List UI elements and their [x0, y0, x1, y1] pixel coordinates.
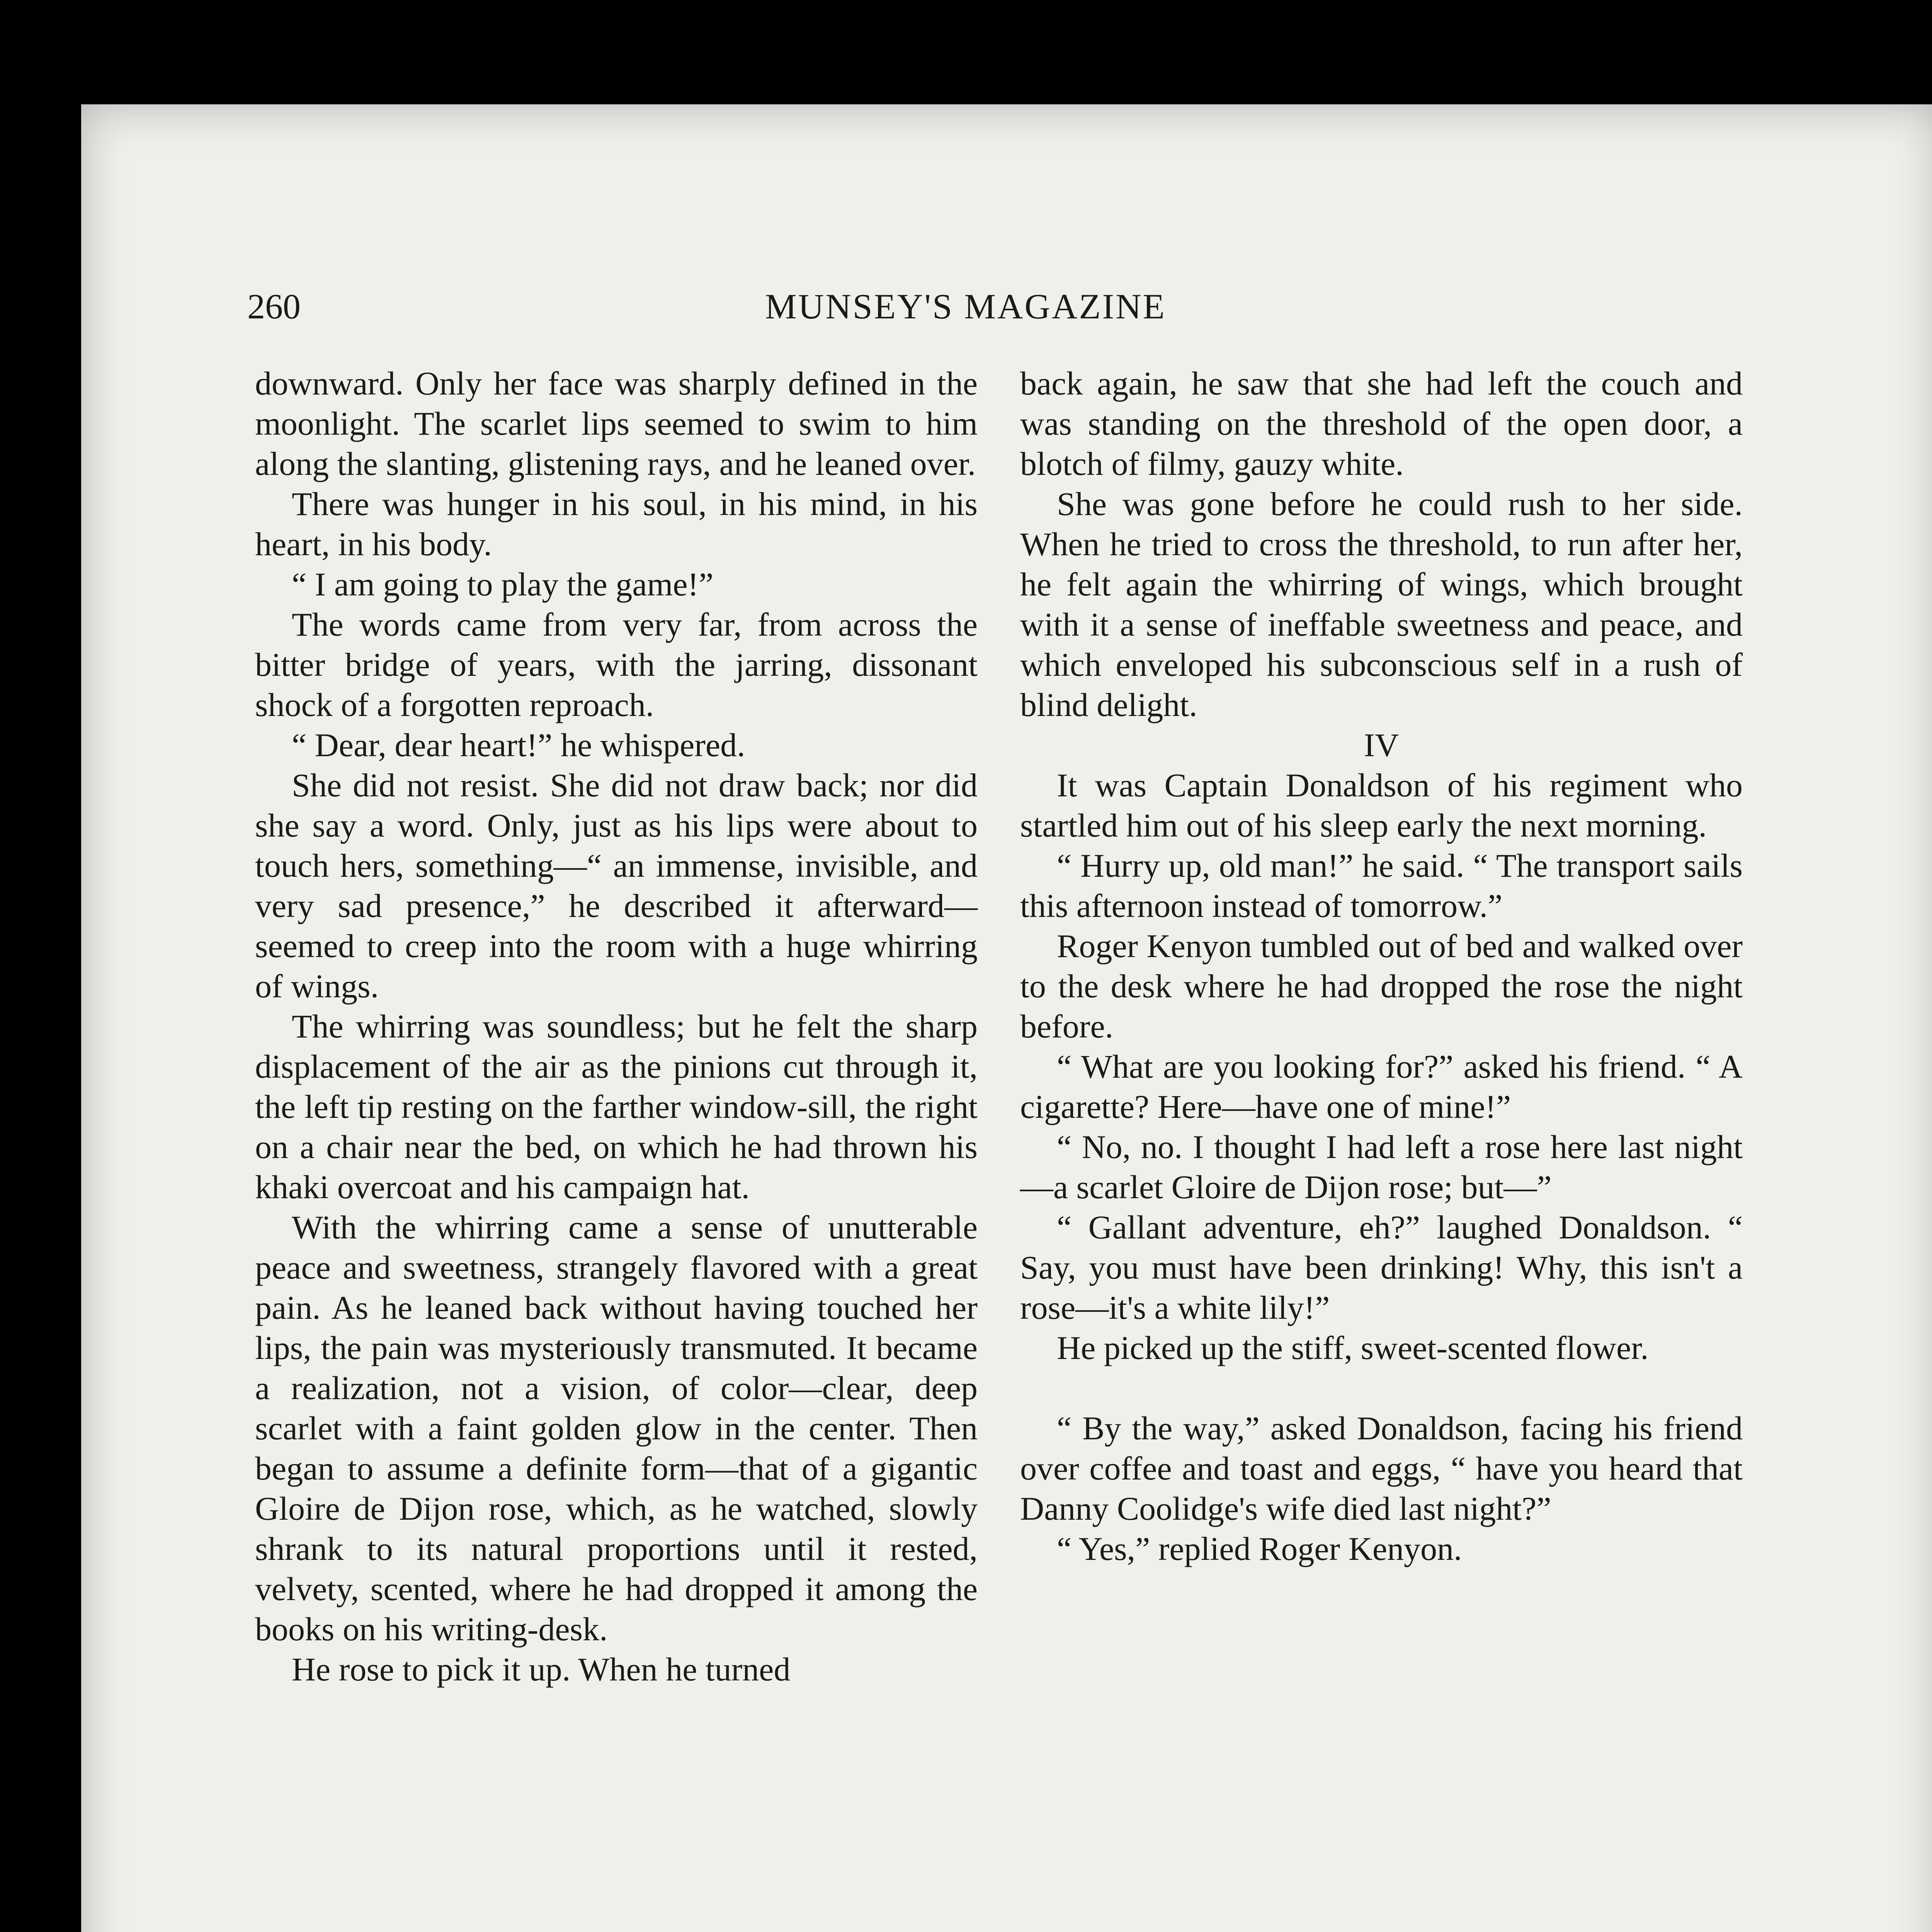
paragraph: “ By the way,” asked Donaldson, facing his friend over coffee and toast and eggs, “ have you heard that Danny Coolidge's wife died last night?” [1020, 1410, 1743, 1527]
paragraph: “ No, no. I thought I had left a rose here last night—a scarlet Gloire de Dijon rose; but—” [1020, 1128, 1743, 1206]
paragraph: With the whirring came a sense of unutterable peace and sweetness, strangely flavored with a great pain. As he leaned back without having touched her lips, the pain was mysteriously transmuted. It became a realization, not a vision, of color—clear, deep scarlet with a faint golden glow in the center. Then began to assume a definite form—that of a gigantic Gloire de Dijon rose, which, as he watched, slowly shrank to its natural proportions until it rested, velvety, scented, where he had dropped it among the books on his writing-desk. [255, 1209, 978, 1648]
section-numeral: IV [1364, 726, 1399, 764]
paragraph: It was Captain Donaldson of his regiment who startled him out of his sleep early the next morning. [1020, 767, 1743, 844]
right-column-after-gap [1020, 1408, 1743, 1569]
paragraph: She was gone before he could rush to her side. When he tried to cross the threshold, to run after her, he felt again the whirring of wings, which brought with it a sense of ineffable sweetness and peace, and which enveloped his subconscious self in a rush of blind delight. [1020, 485, 1743, 723]
section-break [1020, 1368, 1743, 1408]
paragraph: downward. Only her face was sharply defined in the moonlight. The scarlet lips seemed to swim to him along the slanting, glistening rays, and he leaned over. [255, 365, 978, 482]
paragraph: “ I am going to play the game!” [292, 566, 714, 603]
left-column [255, 363, 978, 1689]
paragraph: The whirring was soundless; but he felt the sharp displacement of the air as the pinions cut through it, the left tip resting on the farther window-sill, the right on a chair near the bed, on which he had thrown his khaki overcoat and his campaign hat. [255, 1008, 978, 1206]
paragraph: Roger Kenyon tumbled out of bed and walked over to the desk where he had dropped the rose the night before. [1020, 927, 1743, 1045]
paragraph: “ Hurry up, old man!” he said. “ The transport sails this afternoon instead of tomorrow.” [1020, 847, 1743, 924]
paragraph: “ Dear, dear heart!” he whispered. [292, 726, 745, 764]
paragraph: back again, he saw that she had left the couch and was standing on the threshold of the open door, a blotch of filmy, gauzy white. [1020, 365, 1743, 482]
paragraph: He picked up the stiff, sweet-scented flower. [1057, 1329, 1649, 1366]
paragraph: The words came from very far, from across the bitter bridge of years, with the jarring, dissonant shock of a forgotten reproach. [255, 606, 978, 723]
paragraph: “ Gallant adventure, eh?” laughed Donaldson. “ Say, you must have been drinking! Why, this isn't a rose—it's a white lily!” [1020, 1209, 1743, 1326]
magazine-title: MUNSEY'S MAGAZINE [765, 287, 1166, 326]
paragraph: She did not resist. She did not draw back; nor did she say a word. Only, just as his lips were about to touch hers, something—“ an immense, invisible, and very sad presence,” he described it afterward—seemed to creep into the room with a huge whirring of wings. [255, 767, 978, 1005]
running-head [247, 286, 1754, 340]
right-column-top [1020, 363, 1743, 725]
right-column-section [1020, 765, 1743, 1368]
paragraph: He rose to pick it up. When he turned [292, 1651, 791, 1688]
paragraph: “ What are you looking for?” asked his friend. “ A cigarette? Here—have one of mine!” [1020, 1048, 1743, 1125]
right-column [1020, 363, 1743, 1569]
paragraph: There was hunger in his soul, in his mind, in his heart, in his body. [255, 485, 978, 563]
paragraph: “ Yes,” replied Roger Kenyon. [1057, 1530, 1462, 1567]
page-number: 260 [247, 287, 301, 326]
